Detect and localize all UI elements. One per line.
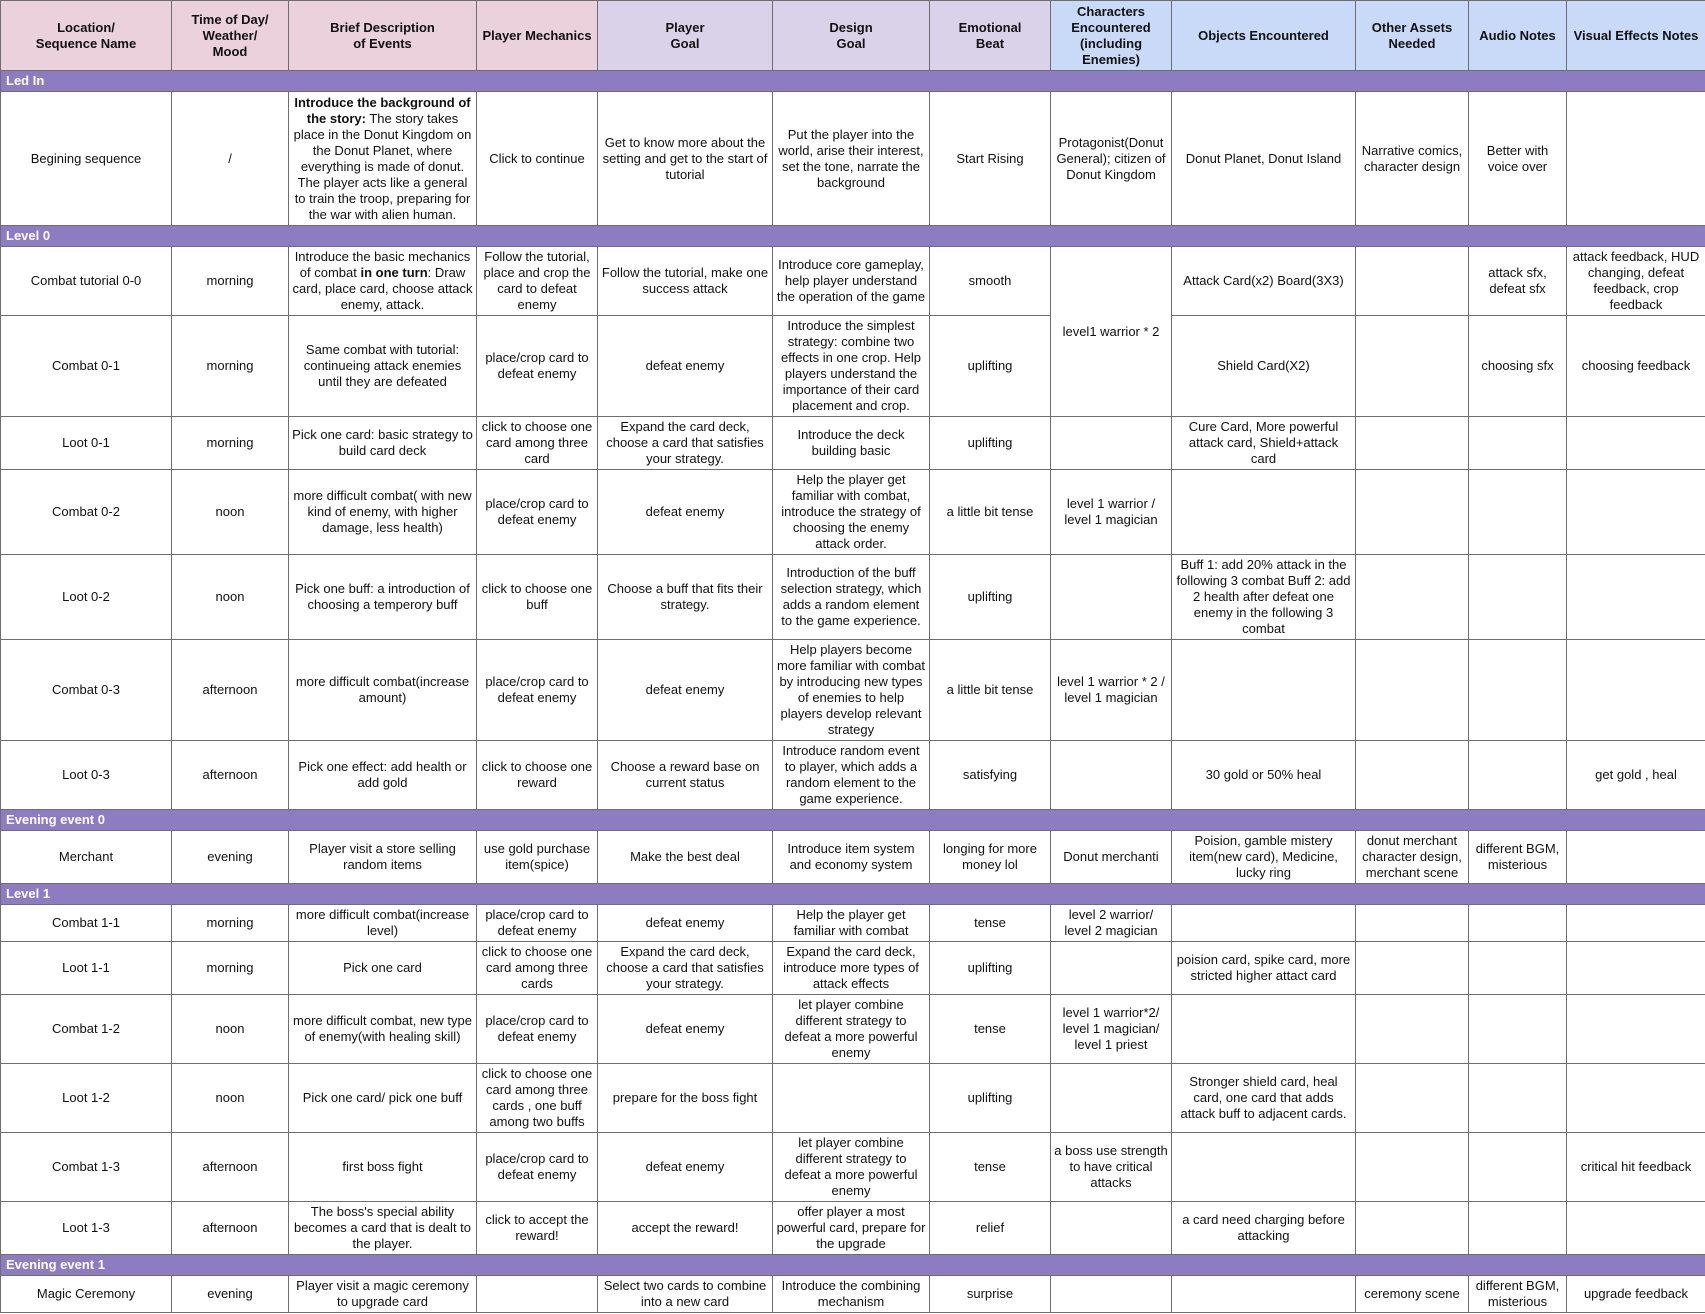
cell-assets	[1356, 247, 1469, 316]
cell-vfx	[1567, 555, 1705, 640]
cell-player-goal: Follow the tutorial, make one success attack	[598, 247, 773, 316]
cell-time: afternoon	[172, 1133, 289, 1202]
cell-audio	[1469, 942, 1567, 995]
cell-characters	[1051, 417, 1172, 470]
cell-time: morning	[172, 417, 289, 470]
cell-vfx	[1567, 470, 1705, 555]
cell-audio	[1469, 905, 1567, 942]
cell-location: Loot 1-2	[1, 1064, 172, 1133]
cell-emotional-beat: uplifting	[930, 942, 1051, 995]
cell-audio: different BGM, misterious	[1469, 831, 1567, 884]
cell-player-goal: prepare for the boss fight	[598, 1064, 773, 1133]
cell-objects: Stronger shield card, heal card, one card that adds attack buff to adjacent cards.	[1172, 1064, 1356, 1133]
cell-emotional-beat: tense	[930, 905, 1051, 942]
cell-player-goal: Expand the card deck, choose a card that satisfies your strategy.	[598, 417, 773, 470]
cell-design-goal: let player combine different strategy to defeat a more powerful enemy	[773, 1133, 930, 1202]
cell-design-goal	[773, 1064, 930, 1133]
cell-player-goal: Get to know more about the setting and get to the start of tutorial	[598, 92, 773, 226]
cell-audio	[1469, 640, 1567, 741]
cell-objects	[1172, 640, 1356, 741]
table-row	[1, 316, 1705, 417]
cell-mechanics: click to accept the reward!	[477, 1202, 598, 1255]
description-text: Introduce the basic mechanics of combat	[294, 249, 471, 280]
cell-assets	[1356, 1133, 1469, 1202]
cell-assets	[1356, 1064, 1469, 1133]
cell-emotional-beat: Start Rising	[930, 92, 1051, 226]
cell-location: Combat 0-3	[1, 640, 172, 741]
cell-player-goal: Choose a reward base on current status	[598, 741, 773, 810]
cell-audio: Better with voice over	[1469, 92, 1567, 226]
cell-time: afternoon	[172, 1202, 289, 1255]
cell-player-goal: defeat enemy	[598, 470, 773, 555]
cell-audio	[1469, 741, 1567, 810]
cell-audio	[1469, 1064, 1567, 1133]
cell-assets	[1356, 905, 1469, 942]
cell-design-goal: Introduce the deck building basic	[773, 417, 930, 470]
section-label: Level 1	[1, 884, 1705, 905]
cell-player-goal: Select two cards to combine into a new card	[598, 1276, 773, 1313]
table-row	[1, 1276, 1705, 1313]
cell-player-goal: defeat enemy	[598, 1133, 773, 1202]
table-row	[1, 640, 1705, 741]
cell-objects: Attack Card(x2) Board(3X3)	[1172, 247, 1356, 316]
cell-characters: level1 warrior * 2	[1051, 247, 1172, 417]
cell-mechanics: click to choose one card among three card	[477, 417, 598, 470]
cell-description	[289, 92, 477, 226]
cell-description: Pick one card: basic strategy to build card deck	[289, 417, 477, 470]
table-row	[1, 1064, 1705, 1133]
cell-vfx: critical hit feedback	[1567, 1133, 1705, 1202]
cell-location: Magic Ceremony	[1, 1276, 172, 1313]
section-label: Evening event 0	[1, 810, 1705, 831]
cell-vfx	[1567, 1202, 1705, 1255]
table-row	[1, 831, 1705, 884]
cell-characters	[1051, 942, 1172, 995]
cell-assets	[1356, 417, 1469, 470]
cell-emotional-beat: smooth	[930, 247, 1051, 316]
section-evening-event-1	[1, 1255, 1705, 1276]
cell-vfx: upgrade feedback	[1567, 1276, 1705, 1313]
cell-location: Combat 0-1	[1, 316, 172, 417]
cell-assets	[1356, 640, 1469, 741]
cell-audio	[1469, 1202, 1567, 1255]
table-row	[1, 1202, 1705, 1255]
cell-objects	[1172, 1133, 1356, 1202]
description-text: : Draw card, place card, choose attack enemy, attack.	[292, 265, 473, 312]
table-row	[1, 942, 1705, 995]
cell-objects: Shield Card(X2)	[1172, 316, 1356, 417]
cell-emotional-beat: tense	[930, 1133, 1051, 1202]
cell-audio: choosing sfx	[1469, 316, 1567, 417]
cell-mechanics: click to choose one buff	[477, 555, 598, 640]
cell-location: Loot 0-1	[1, 417, 172, 470]
cell-vfx: get gold , heal	[1567, 741, 1705, 810]
description-bold: Introduce the background of the story:	[294, 94, 471, 126]
cell-emotional-beat: tense	[930, 995, 1051, 1064]
cell-assets	[1356, 1202, 1469, 1255]
col-header-emotional-beat: Emotional Beat	[930, 1, 1051, 71]
cell-vfx	[1567, 995, 1705, 1064]
cell-emotional-beat: uplifting	[930, 417, 1051, 470]
cell-description: more difficult combat, new type of enemy(with healing skill)	[289, 995, 477, 1064]
cell-characters	[1051, 1064, 1172, 1133]
cell-emotional-beat: a little bit tense	[930, 470, 1051, 555]
cell-vfx	[1567, 905, 1705, 942]
cell-characters: level 1 warrior / level 1 magician	[1051, 470, 1172, 555]
cell-design-goal: Help players become more familiar with combat by introducing new types of enemies to help players develop relevant strategy	[773, 640, 930, 741]
cell-description: Pick one effect: add health or add gold	[289, 741, 477, 810]
cell-mechanics: Follow the tutorial, place and crop the card to defeat enemy	[477, 247, 598, 316]
cell-emotional-beat: uplifting	[930, 555, 1051, 640]
cell-location: Combat 1-1	[1, 905, 172, 942]
cell-emotional-beat: relief	[930, 1202, 1051, 1255]
cell-vfx: attack feedback, HUD changing, defeat feedback, crop feedback	[1567, 247, 1705, 316]
cell-audio	[1469, 417, 1567, 470]
cell-mechanics: place/crop card to defeat enemy	[477, 470, 598, 555]
cell-objects	[1172, 995, 1356, 1064]
cell-assets: Narrative comics, character design	[1356, 92, 1469, 226]
cell-mechanics: use gold purchase item(spice)	[477, 831, 598, 884]
section-evening-event-0	[1, 810, 1705, 831]
cell-mechanics: click to choose one card among three cards , one buff among two buffs	[477, 1064, 598, 1133]
cell-player-goal: Choose a buff that fits their strategy.	[598, 555, 773, 640]
header-row	[1, 1, 1705, 71]
table-row	[1, 1133, 1705, 1202]
cell-location: Combat tutorial 0-0	[1, 247, 172, 316]
section-label: Level 0	[1, 226, 1705, 247]
cell-audio	[1469, 470, 1567, 555]
cell-description: more difficult combat(increase amount)	[289, 640, 477, 741]
table-row	[1, 417, 1705, 470]
cell-player-goal: defeat enemy	[598, 905, 773, 942]
cell-vfx	[1567, 640, 1705, 741]
cell-vfx	[1567, 417, 1705, 470]
cell-assets	[1356, 942, 1469, 995]
cell-vfx: choosing feedback	[1567, 316, 1705, 417]
cell-description: Same combat with tutorial: continueing attack enemies until they are defeated	[289, 316, 477, 417]
cell-objects	[1172, 905, 1356, 942]
table-row	[1, 247, 1705, 316]
cell-time: morning	[172, 247, 289, 316]
cell-time: noon	[172, 1064, 289, 1133]
cell-assets	[1356, 470, 1469, 555]
col-header-vfx: Visual Effects Notes	[1567, 1, 1705, 71]
col-header-characters: Characters Encountered (including Enemies)	[1051, 1, 1172, 71]
cell-description: Player visit a magic ceremony to upgrade card	[289, 1276, 477, 1313]
cell-design-goal: Introduce core gameplay, help player understand the operation of the game	[773, 247, 930, 316]
cell-design-goal: Introduce the simplest strategy: combine two effects in one crop. Help players understand the importance of their card placement and crop.	[773, 316, 930, 417]
cell-audio: attack sfx, defeat sfx	[1469, 247, 1567, 316]
cell-assets: donut merchant character design, merchant scene	[1356, 831, 1469, 884]
cell-assets	[1356, 555, 1469, 640]
cell-mechanics: place/crop card to defeat enemy	[477, 640, 598, 741]
table-row	[1, 92, 1705, 226]
col-header-mechanics: Player Mechanics	[477, 1, 598, 71]
cell-design-goal: offer player a most powerful card, prepare for the upgrade	[773, 1202, 930, 1255]
cell-characters	[1051, 741, 1172, 810]
cell-time: noon	[172, 995, 289, 1064]
cell-audio: different BGM, misterious	[1469, 1276, 1567, 1313]
table-row	[1, 470, 1705, 555]
cell-design-goal: Introduction of the buff selection strategy, which adds a random element to the game experience.	[773, 555, 930, 640]
cell-design-goal: Introduce the combining mechanism	[773, 1276, 930, 1313]
cell-objects	[1172, 470, 1356, 555]
col-header-assets: Other Assets Needed	[1356, 1, 1469, 71]
cell-characters: level 2 warrior/ level 2 magician	[1051, 905, 1172, 942]
table-row	[1, 741, 1705, 810]
cell-mechanics: click to choose one card among three cards	[477, 942, 598, 995]
cell-location: Begining sequence	[1, 92, 172, 226]
cell-objects: Buff 1: add 20% attack in the following 3 combat Buff 2: add 2 health after defeat one enemy in the following 3 combat	[1172, 555, 1356, 640]
cell-vfx	[1567, 942, 1705, 995]
cell-time: noon	[172, 470, 289, 555]
cell-design-goal: Introduce random event to player, which adds a random element to the game experience.	[773, 741, 930, 810]
cell-location: Merchant	[1, 831, 172, 884]
cell-time: evening	[172, 831, 289, 884]
cell-time: evening	[172, 1276, 289, 1313]
cell-player-goal: Make the best deal	[598, 831, 773, 884]
cell-characters: level 1 warrior*2/ level 1 magician/ level 1 priest	[1051, 995, 1172, 1064]
description-text: The story takes place in the Donut Kingdom on the Donut Planet, where everything is made of donut. The player acts like a general to train the troop, preparing for the war with alien human.	[293, 110, 472, 222]
cell-emotional-beat: longing for more money lol	[930, 831, 1051, 884]
section-level-1	[1, 884, 1705, 905]
cell-design-goal: Expand the card deck, introduce more types of attack effects	[773, 942, 930, 995]
cell-characters	[1051, 1202, 1172, 1255]
cell-audio	[1469, 1133, 1567, 1202]
col-header-player-goal: Player Goal	[598, 1, 773, 71]
cell-design-goal: Introduce item system and economy system	[773, 831, 930, 884]
cell-emotional-beat: a little bit tense	[930, 640, 1051, 741]
cell-time: morning	[172, 316, 289, 417]
cell-emotional-beat: uplifting	[930, 1064, 1051, 1133]
cell-audio	[1469, 995, 1567, 1064]
description-bold: in one turn	[360, 265, 428, 280]
cell-objects	[1172, 1276, 1356, 1313]
cell-location: Combat 0-2	[1, 470, 172, 555]
section-level-0	[1, 226, 1705, 247]
cell-description: Player visit a store selling random items	[289, 831, 477, 884]
cell-vfx	[1567, 92, 1705, 226]
cell-objects: a card need charging before attacking	[1172, 1202, 1356, 1255]
cell-emotional-beat: satisfying	[930, 741, 1051, 810]
cell-location: Loot 1-3	[1, 1202, 172, 1255]
cell-player-goal: defeat enemy	[598, 316, 773, 417]
cell-mechanics: place/crop card to defeat enemy	[477, 316, 598, 417]
cell-location: Combat 1-2	[1, 995, 172, 1064]
cell-assets	[1356, 316, 1469, 417]
cell-assets	[1356, 741, 1469, 810]
cell-time: /	[172, 92, 289, 226]
cell-time: morning	[172, 942, 289, 995]
section-led-in	[1, 71, 1705, 92]
table-row	[1, 995, 1705, 1064]
cell-description: more difficult combat(increase level)	[289, 905, 477, 942]
cell-audio	[1469, 555, 1567, 640]
col-header-audio: Audio Notes	[1469, 1, 1567, 71]
cell-time: afternoon	[172, 741, 289, 810]
cell-assets: ceremony scene	[1356, 1276, 1469, 1313]
cell-characters: Donut merchanti	[1051, 831, 1172, 884]
cell-objects: Cure Card, More powerful attack card, Shield+attack card	[1172, 417, 1356, 470]
cell-objects: Poision, gamble mistery item(new card), Medicine, lucky ring	[1172, 831, 1356, 884]
cell-characters	[1051, 1276, 1172, 1313]
cell-time: noon	[172, 555, 289, 640]
col-header-design-goal: Design Goal	[773, 1, 930, 71]
cell-design-goal: Put the player into the world, arise their interest, set the tone, narrate the background	[773, 92, 930, 226]
cell-player-goal: defeat enemy	[598, 995, 773, 1064]
cell-mechanics	[477, 1276, 598, 1313]
table-row	[1, 555, 1705, 640]
cell-objects: poision card, spike card, more stricted higher attact card	[1172, 942, 1356, 995]
col-header-time: Time of Day/ Weather/ Mood	[172, 1, 289, 71]
cell-mechanics: place/crop card to defeat enemy	[477, 905, 598, 942]
cell-description	[289, 247, 477, 316]
cell-location: Loot 1-1	[1, 942, 172, 995]
section-label: Led In	[1, 71, 1705, 92]
col-header-objects: Objects Encountered	[1172, 1, 1356, 71]
cell-time: morning	[172, 905, 289, 942]
cell-assets	[1356, 995, 1469, 1064]
cell-vfx	[1567, 831, 1705, 884]
cell-mechanics: place/crop card to defeat enemy	[477, 1133, 598, 1202]
cell-emotional-beat: surprise	[930, 1276, 1051, 1313]
section-label: Evening event 1	[1, 1255, 1705, 1276]
cell-description: more difficult combat( with new kind of enemy, with higher damage, less health)	[289, 470, 477, 555]
table-row	[1, 905, 1705, 942]
cell-time: afternoon	[172, 640, 289, 741]
col-header-location: Location/ Sequence Name	[1, 1, 172, 71]
cell-design-goal: let player combine different strategy to defeat a more powerful enemy	[773, 995, 930, 1064]
cell-description: The boss's special ability becomes a card that is dealt to the player.	[289, 1202, 477, 1255]
cell-vfx	[1567, 1064, 1705, 1133]
cell-description: Pick one card	[289, 942, 477, 995]
cell-player-goal: Expand the card deck, choose a card that satisfies your strategy.	[598, 942, 773, 995]
col-header-description: Brief Description of Events	[289, 1, 477, 71]
cell-emotional-beat: uplifting	[930, 316, 1051, 417]
cell-characters: level 1 warrior * 2 / level 1 magician	[1051, 640, 1172, 741]
cell-characters: a boss use strength to have critical attacks	[1051, 1133, 1172, 1202]
cell-design-goal: Help the player get familiar with combat, introduce the strategy of choosing the enemy attack order.	[773, 470, 930, 555]
cell-location: Loot 0-2	[1, 555, 172, 640]
cell-location: Combat 1-3	[1, 1133, 172, 1202]
cell-mechanics: Click to continue	[477, 92, 598, 226]
cell-description: Pick one buff: a introduction of choosing a temperory buff	[289, 555, 477, 640]
cell-player-goal: accept the reward!	[598, 1202, 773, 1255]
cell-description: first boss fight	[289, 1133, 477, 1202]
cell-characters: Protagonist(Donut General); citizen of Donut Kingdom	[1051, 92, 1172, 226]
cell-characters	[1051, 555, 1172, 640]
cell-objects: 30 gold or 50% heal	[1172, 741, 1356, 810]
cell-location: Loot 0-3	[1, 741, 172, 810]
cell-mechanics: place/crop card to defeat enemy	[477, 995, 598, 1064]
cell-objects: Donut Planet, Donut Island	[1172, 92, 1356, 226]
cell-design-goal: Help the player get familiar with combat	[773, 905, 930, 942]
cell-description: Pick one card/ pick one buff	[289, 1064, 477, 1133]
cell-player-goal: defeat enemy	[598, 640, 773, 741]
cell-mechanics: click to choose one reward	[477, 741, 598, 810]
